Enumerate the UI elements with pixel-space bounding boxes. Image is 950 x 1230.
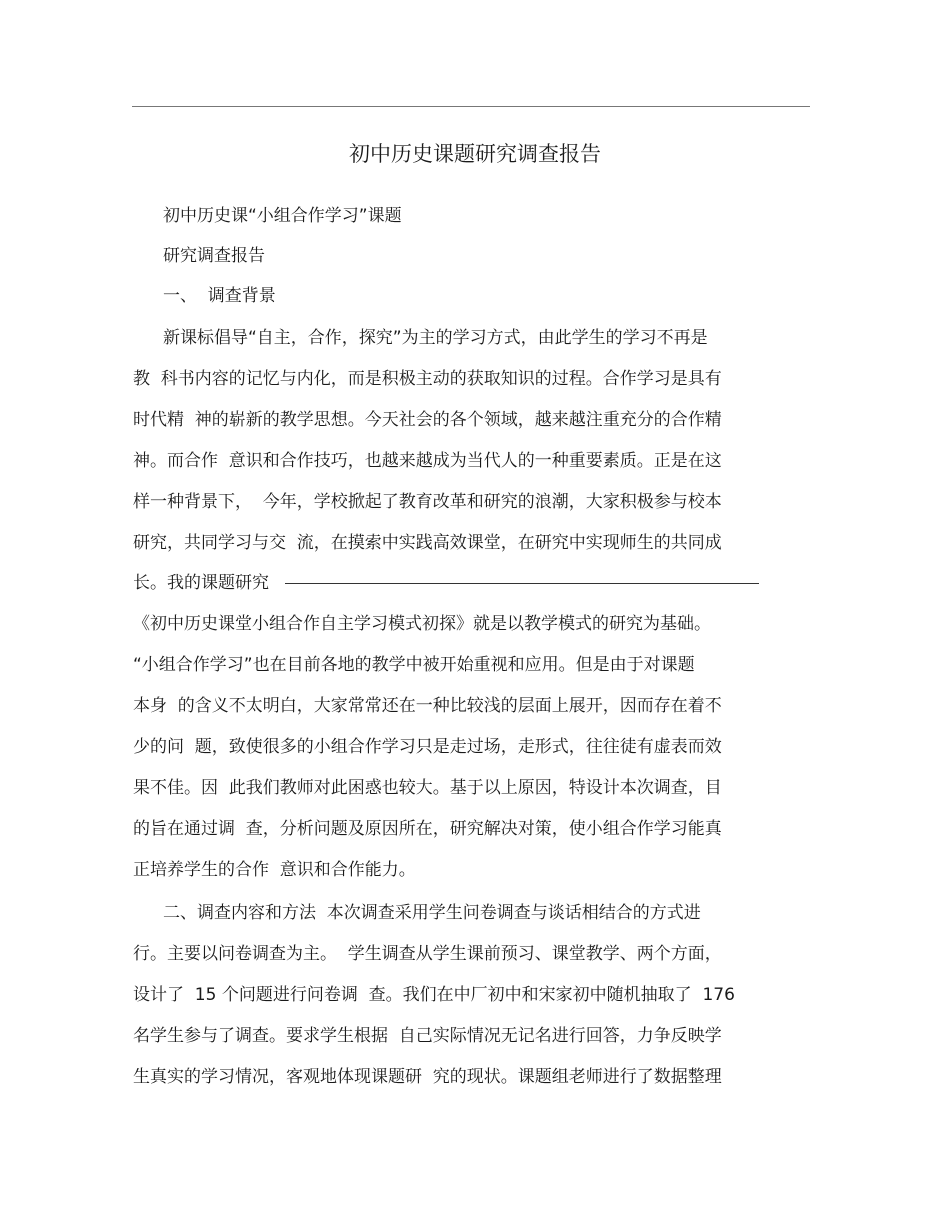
paragraph-1-line-with-rule [133,566,759,600]
paragraph-1-line: 《初中历史课堂小组合作自主学习模式初探》就是以教学模式的研究为基础。 [133,614,711,634]
paragraph-2-line: 生真实的学习情况，客观地体现课题研 究的现状。课题组老师进行了数据整理 [133,1067,722,1087]
paragraph-1-line: 本身 的含义不太明白，大家常常还在一种比较浅的层面上展开，因而存在着不 [133,696,722,716]
document-title: 初中历史课题研究调查报告 [349,142,601,166]
paragraph-1-line: “小组合作学习”也在目前各地的教学中被开始重视和应用。但是由于对课题 [133,655,695,675]
header-rule [132,106,810,107]
paragraph-1-line: 正培养学生的合作 意识和合作能力。 [133,860,416,880]
paragraph-1-line: 少的问 题，致使很多的小组合作学习只是走过场，走形式，往往徒有虚表而效 [133,737,722,757]
paragraph-2-line: 行。主要以问卷调查为主。 学生调查从学生课前预习、课堂教学、两个方面， [133,944,722,964]
paragraph-1-line-text: 长。我的课题研究 [133,573,269,593]
paragraph-1-line: 研究，共同学习与交 流，在摸索中实践高效课堂，在研究中实现师生的共同成 [133,533,722,553]
subtitle-line-1: 初中历史课“小组合作学习”课题 [163,206,402,226]
paragraph-2-line: 二、调查内容和方法 本次调查采用学生问卷调查与谈话相结合的方式进 [163,903,701,923]
paragraph-1-line: 样一种背景下， 今年，学校掀起了教育改革和研究的浪潮，大家积极参与校本 [133,492,722,512]
paragraph-1-line: 时代精 神的崭新的教学思想。今天社会的各个领域，越来越注重充分的合作精 [133,410,722,430]
blank-dash-rule [285,583,759,584]
paragraph-2-line: 名学生参与了调查。要求学生根据 自己实际情况无记名进行回答，力争反映学 [133,1026,722,1046]
paragraph-1-line: 果不佳。因 此我们教师对此困惑也较大。基于以上原因，特设计本次调查，目 [133,778,722,798]
paragraph-1-line: 的旨在通过调 查，分析问题及原因所在，研究解决对策，使小组合作学习能真 [133,819,722,839]
paragraph-1-line: 新课标倡导“自主，合作，探究”为主的学习方式，由此学生的学习不再是 [163,328,708,348]
section-heading-background: 一、 调查背景 [163,286,276,306]
paragraph-1-line: 教 科书内容的记忆与内化，而是积极主动的获取知识的过程。合作学习是具有 [133,369,722,389]
subtitle-line-2: 研究调查报告 [163,246,265,266]
paragraph-2-line: 设计了 15 个问题进行问卷调 查。我们在中厂初中和宋家初中随机抽取了 176 [133,985,735,1005]
paragraph-1-line: 神。而合作 意识和合作技巧，也越来越成为当代人的一种重要素质。正是在这 [133,451,722,471]
